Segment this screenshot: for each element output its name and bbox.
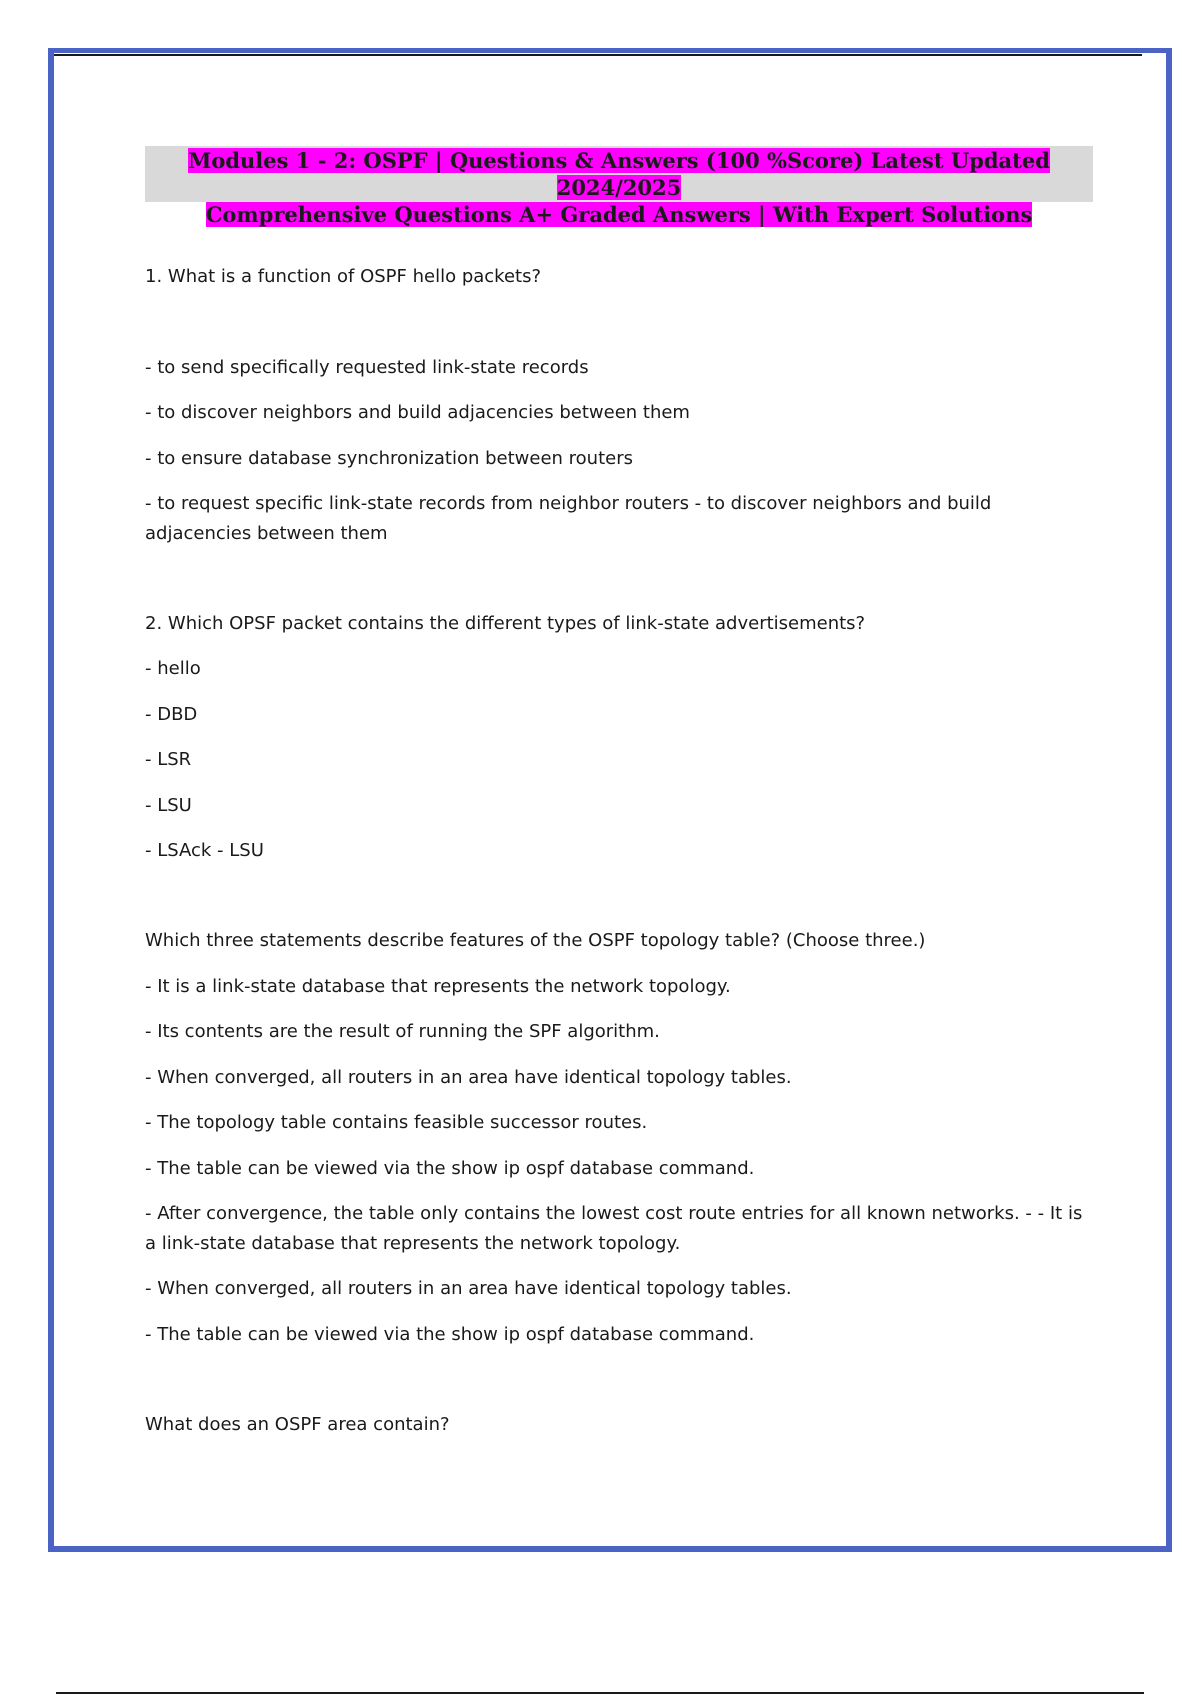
q2-option-5: - LSAck - LSU <box>145 840 264 861</box>
q3-option-5: - The table can be viewed via the show ip ospf database command. <box>145 1158 755 1179</box>
question-1: 1. What is a function of OSPF hello packets? <box>145 266 542 287</box>
q3-option-6: - After convergence, the table only contains the lowest cost route entries for all known networks. - - It is a link-state database that represents the network topology. <box>145 1203 1083 1254</box>
q1-option-2: - to discover neighbors and build adjacencies between them <box>145 402 690 423</box>
top-rule <box>54 54 1142 56</box>
q1-option-4: - to request specific link-state records from neighbor routers - to discover neighbors and build adjacencies between them <box>145 493 992 544</box>
q1-option-3: - to ensure database synchronization between routers <box>145 448 633 469</box>
question-4: What does an OSPF area contain? <box>145 1414 450 1435</box>
q3-option-4: - The topology table contains feasible successor routes. <box>145 1112 648 1133</box>
q3-option-7: - When converged, all routers in an area have identical topology tables. <box>145 1278 792 1299</box>
q3-option-8: - The table can be viewed via the show ip ospf database command. <box>145 1324 755 1345</box>
question-2: 2. Which OPSF packet contains the different types of link-state advertisements? <box>145 613 866 634</box>
document-title <box>145 146 1093 227</box>
q3-option-1: - It is a link-state database that represents the network topology. <box>145 976 731 997</box>
q2-option-3: - LSR <box>145 749 192 770</box>
title-line-2: Comprehensive Questions A+ Graded Answers | With Expert Solutions <box>205 202 1033 227</box>
q2-option-4: - LSU <box>145 795 192 816</box>
q3-option-3: - When converged, all routers in an area have identical topology tables. <box>145 1067 792 1088</box>
title-line-1: Modules 1 - 2: OSPF | Questions & Answers (100 %Score) Latest Updated 2024/2025 <box>188 148 1050 200</box>
q2-option-2: - DBD <box>145 704 198 725</box>
q2-option-1: - hello <box>145 658 201 679</box>
q3-option-2: - Its contents are the result of running the SPF algorithm. <box>145 1021 660 1042</box>
bottom-rule <box>56 1692 1144 1694</box>
q1-option-1: - to send specifically requested link-state records <box>145 357 589 378</box>
question-3: Which three statements describe features of the OSPF topology table? (Choose three.) <box>145 930 926 951</box>
